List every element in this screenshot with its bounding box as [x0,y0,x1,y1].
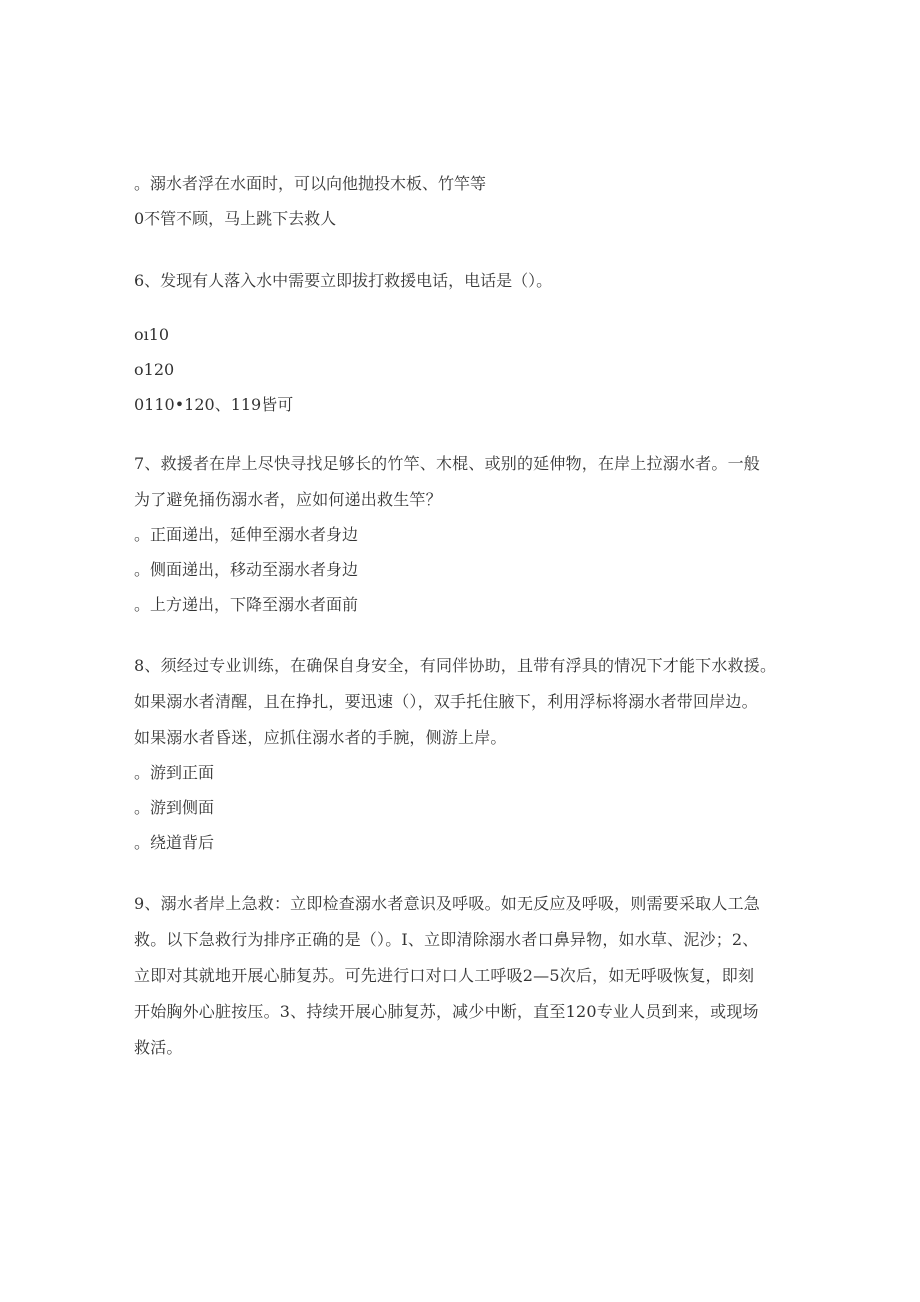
question-7 [134,446,814,518]
question-7-line: 7、救援者在岸上尽快寻找足够长的竹竿、木棍、或别的延伸物，在岸上拉溺水者。一般 [134,454,760,473]
question-9-line: 9、溺水者岸上急救：立即检查溺水者意识及呼吸。如无反应及呼吸，则需要采取人工急 [134,894,760,913]
option: 。正面递出，延伸至溺水者身边 [134,525,359,544]
document-page [134,168,814,1066]
question-8-line: 如果溺水者昏迷，应抓住溺水者的手腕，侧游上岸。 [134,728,507,747]
question-8-line: 8、须经过专业训练，在确保自身安全，有同伴协助，且带有浮具的情况下才能下水救援。 [134,656,777,675]
question-6-options [134,325,814,415]
question-9-line: 救。以下急救行为排序正确的是（）。I、立即清除溺水者口鼻异物，如水草、泥沙；2、 [134,930,759,949]
question-8-line: 如果溺水者清醒，且在挣扎，要迅速（），双手托住腋下，利用浮标将溺水者带回岸边。 [134,692,758,711]
question-9-line: 立即对其就地开展心肺复苏。可先进行口对口人工呼吸2—5次后，如无呼吸恢复，即刻 [134,966,755,985]
question-9 [134,886,814,1066]
option: ᴏı10 [134,325,170,344]
question-7-line: 为了避免捅伤溺水者，应如何递出救生竿？ [134,490,442,509]
question-9-line: 救活。 [134,1038,183,1057]
option: 。绕道背后 [134,833,215,852]
option: 。上方递出，下降至溺水者面前 [134,595,359,614]
prev-option: 0不管不顾，马上跳下去救人 [134,209,337,228]
question-6: 6、发现有人落入水中需要立即拔打救援电话，电话是（）。 [134,271,553,290]
option: o120 [134,360,175,379]
option: 。侧面递出，移动至溺水者身边 [134,560,359,579]
option: 。游到正面 [134,763,215,782]
prev-options [134,174,814,229]
option: 0110•120、119皆可 [134,395,294,414]
question-8-options [134,763,814,853]
option: 。游到侧面 [134,798,215,817]
question-9-line: 开始胸外心脏按压。3、持续开展心肺复苏，减少中断，直至120专业人员到来，或现场 [134,1002,759,1021]
question-8 [134,648,814,756]
question-7-options [134,525,814,615]
prev-option: 。溺水者浮在水面时，可以向他抛投木板、竹竿等 [134,174,487,193]
